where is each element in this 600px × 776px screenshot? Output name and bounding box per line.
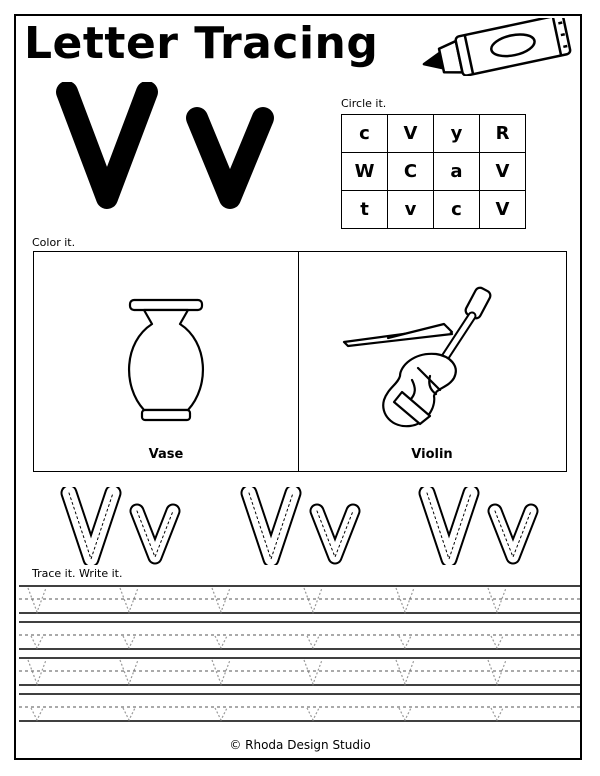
grid-cell[interactable]: v — [388, 191, 434, 229]
vase-label: Vase — [148, 447, 184, 462]
trace-letter — [31, 708, 43, 720]
trace-letter — [307, 636, 319, 648]
violin-icon — [340, 284, 520, 434]
trace-letter — [491, 636, 503, 648]
grid-cell[interactable]: y — [434, 115, 480, 153]
big-lowercase-v — [197, 118, 263, 198]
page-title: Letter Tracing — [24, 18, 379, 69]
trace-it-label: Trace it. Write it. — [32, 567, 123, 580]
circle-grid — [341, 114, 526, 229]
grid-cell[interactable]: V — [480, 153, 526, 191]
outline-letters — [55, 487, 555, 565]
trace-letter — [396, 660, 414, 684]
grid-cell[interactable]: C — [388, 153, 434, 191]
trace-letter — [123, 636, 135, 648]
handwriting-lines — [19, 580, 581, 740]
trace-letter — [304, 660, 322, 684]
trace-letter — [488, 660, 506, 684]
big-letters — [55, 82, 285, 212]
trace-letter — [212, 660, 230, 684]
trace-letter — [304, 588, 322, 612]
grid-cell[interactable]: W — [342, 153, 388, 191]
trace-letter — [488, 588, 506, 612]
crayon-icon — [418, 18, 582, 76]
grid-cell[interactable]: c — [434, 191, 480, 229]
circle-it-label: Circle it. — [341, 97, 387, 110]
copyright-footer: © Rhoda Design Studio — [229, 738, 371, 752]
trace-letter — [28, 660, 46, 684]
trace-letter — [120, 588, 138, 612]
grid-cell[interactable]: V — [480, 191, 526, 229]
trace-letter — [212, 588, 230, 612]
trace-letter — [123, 708, 135, 720]
vase-icon — [118, 296, 218, 428]
trace-letter — [28, 588, 46, 612]
grid-cell[interactable]: V — [388, 115, 434, 153]
trace-letter — [399, 708, 411, 720]
trace-letter — [399, 636, 411, 648]
trace-letter — [31, 636, 43, 648]
trace-letter — [215, 636, 227, 648]
trace-letter — [307, 708, 319, 720]
big-uppercase-v — [67, 92, 147, 198]
grid-cell[interactable]: R — [480, 115, 526, 153]
grid-cell[interactable]: c — [342, 115, 388, 153]
grid-cell[interactable]: a — [434, 153, 480, 191]
color-divider — [298, 251, 299, 472]
trace-letter — [120, 660, 138, 684]
trace-letter — [396, 588, 414, 612]
trace-letter — [491, 708, 503, 720]
color-it-label: Color it. — [32, 236, 76, 249]
trace-letter — [215, 708, 227, 720]
grid-cell[interactable]: t — [342, 191, 388, 229]
violin-label: Violin — [411, 447, 453, 462]
